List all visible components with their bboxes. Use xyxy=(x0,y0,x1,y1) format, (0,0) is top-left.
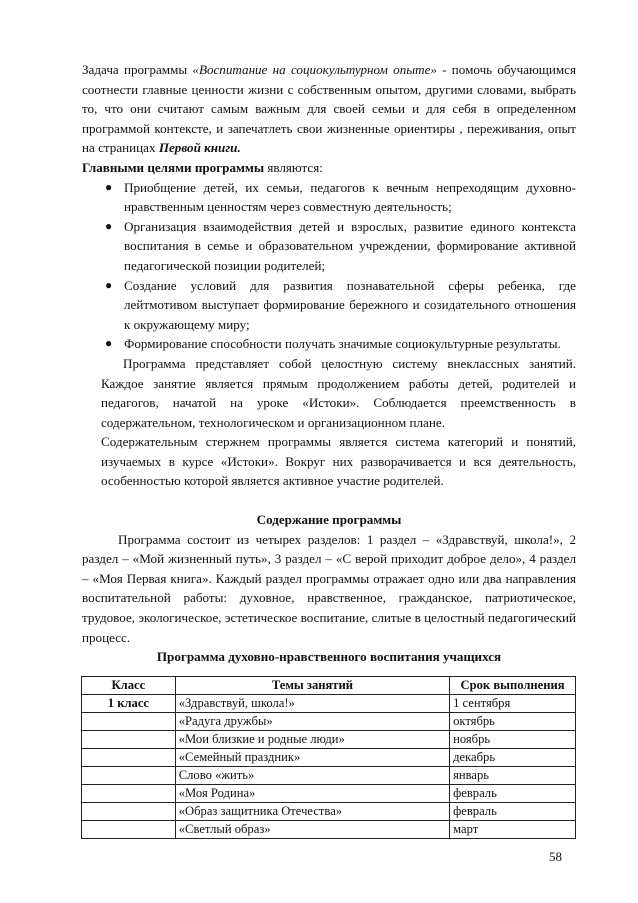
first-book-emphasis: Первой книги. xyxy=(158,140,241,156)
list-item: ● Создание условий для развития познавательной сферы ребенка, где лейтмотивом выступает формирование бережного и созидательного отношения к окружающему миру; xyxy=(105,277,576,332)
class-cell xyxy=(82,748,176,766)
topic-cell: «Образ защитника Отечества» xyxy=(175,802,449,820)
goals-heading: Главными целями программы являются: xyxy=(82,159,323,175)
column-header-topics: Темы занятий xyxy=(175,676,449,694)
body-block xyxy=(82,354,576,491)
deadline-cell: 1 сентября xyxy=(450,694,576,712)
bullet-icon: ● xyxy=(105,277,113,292)
deadline-cell: декабрь xyxy=(450,748,576,766)
deadline-cell: октябрь xyxy=(450,712,576,730)
topic-cell: «Радуга дружбы» xyxy=(175,712,449,730)
deadline-cell: ноябрь xyxy=(450,730,576,748)
deadline-cell: февраль xyxy=(450,802,576,820)
class-cell xyxy=(82,730,176,748)
class-cell xyxy=(82,802,176,820)
class-cell xyxy=(82,820,176,838)
body-paragraph: Программа представляет собой целостную систему внеклассных занятий. Каждое занятие является прямым продолжением работы детей, родителей и педагогов, начатой на уроке «Истоки». Соблюдается преемственность в содержательном, технологическом и организационном плане. xyxy=(101,355,576,430)
document-page xyxy=(82,60,576,839)
intro-paragraph: Задача программы «Воспитание на социокультурном опыте» - помочь обучающимся соотнести главные ценности жизни с собственным опытом, другими словами, выбрать то, что они считают самым важным для своей семьи и для себя в определенном программой контексте, и запечатлеть свои жизненные ориентиры , переживания, опыт на страницах Первой книги. xyxy=(82,62,577,156)
topic-cell: «Светлый образ» xyxy=(175,820,449,838)
topic-cell: «Семейный праздник» xyxy=(175,748,449,766)
deadline-cell: март xyxy=(450,820,576,838)
topic-cell: «Мои близкие и родные люди» xyxy=(175,730,449,748)
table-header-row xyxy=(82,676,576,694)
class-cell xyxy=(82,784,176,802)
table-row xyxy=(82,820,576,838)
content-paragraph: Программа состоит из четырех разделов: 1 раздел – «Здравствуй, школа!», 2 раздел – «Мой жизненный путь», 3 раздел – «С верой приходит доброе дело», 4 раздел – «Моя Первая книга». Каждый раздел программы отражает одно или два направления воспитательной работы: духовное, нравственное, гражданское, патриотическое, трудовое, экологическое, эстетическое воспитание, слитые в целостный педагогический процесс. xyxy=(82,531,576,645)
table-row xyxy=(82,766,576,784)
list-item: ● Приобщение детей, их семьи, педагогов к вечным непреходящим духовно-нравственным ценностям через совместную деятельность; xyxy=(105,179,576,215)
list-item: ● Формирование способности получать значимые социокультурные результаты. xyxy=(124,334,576,354)
class-cell xyxy=(82,712,176,730)
table-row xyxy=(82,748,576,766)
table-row xyxy=(82,694,576,712)
section-title: Содержание программы xyxy=(256,512,402,528)
table-title: Программа духовно-нравственного воспитания учащихся xyxy=(156,649,502,665)
class-cell: 1 класс xyxy=(82,694,176,712)
bullet-icon: ● xyxy=(105,336,113,351)
goals-list xyxy=(82,178,576,354)
column-header-deadline: Срок выполнения xyxy=(450,676,576,694)
topic-cell: Слово «жить» xyxy=(175,766,449,784)
column-header-class: Класс xyxy=(82,676,176,694)
bullet-icon: ● xyxy=(105,179,113,194)
deadline-cell: февраль xyxy=(450,784,576,802)
table-row xyxy=(82,784,576,802)
table-row xyxy=(82,730,576,748)
body-paragraph: Содержательным стержнем программы является система категорий и понятий, изучаемых в курсе «Истоки». Вокруг них разворачивается и вся деятельность, особенностью которой является активное участие родителей. xyxy=(101,434,576,489)
bullet-icon: ● xyxy=(105,218,113,233)
table-row xyxy=(82,712,576,730)
schedule-table xyxy=(81,676,576,839)
deadline-cell: январь xyxy=(450,766,576,784)
topic-cell: «Моя Родина» xyxy=(175,784,449,802)
program-name: «Воспитание на социокультурном опыте» xyxy=(192,62,437,77)
list-item: ● Организация взаимодействия детей и взрослых, развитие единого контекста воспитания в семье и образовательном учреждении, формирование активной педагогической позиции родителей; xyxy=(105,218,576,273)
topic-cell: «Здравствуй, школа!» xyxy=(175,694,449,712)
page-number: 58 xyxy=(549,849,562,864)
class-cell xyxy=(82,766,176,784)
table-row xyxy=(82,802,576,820)
